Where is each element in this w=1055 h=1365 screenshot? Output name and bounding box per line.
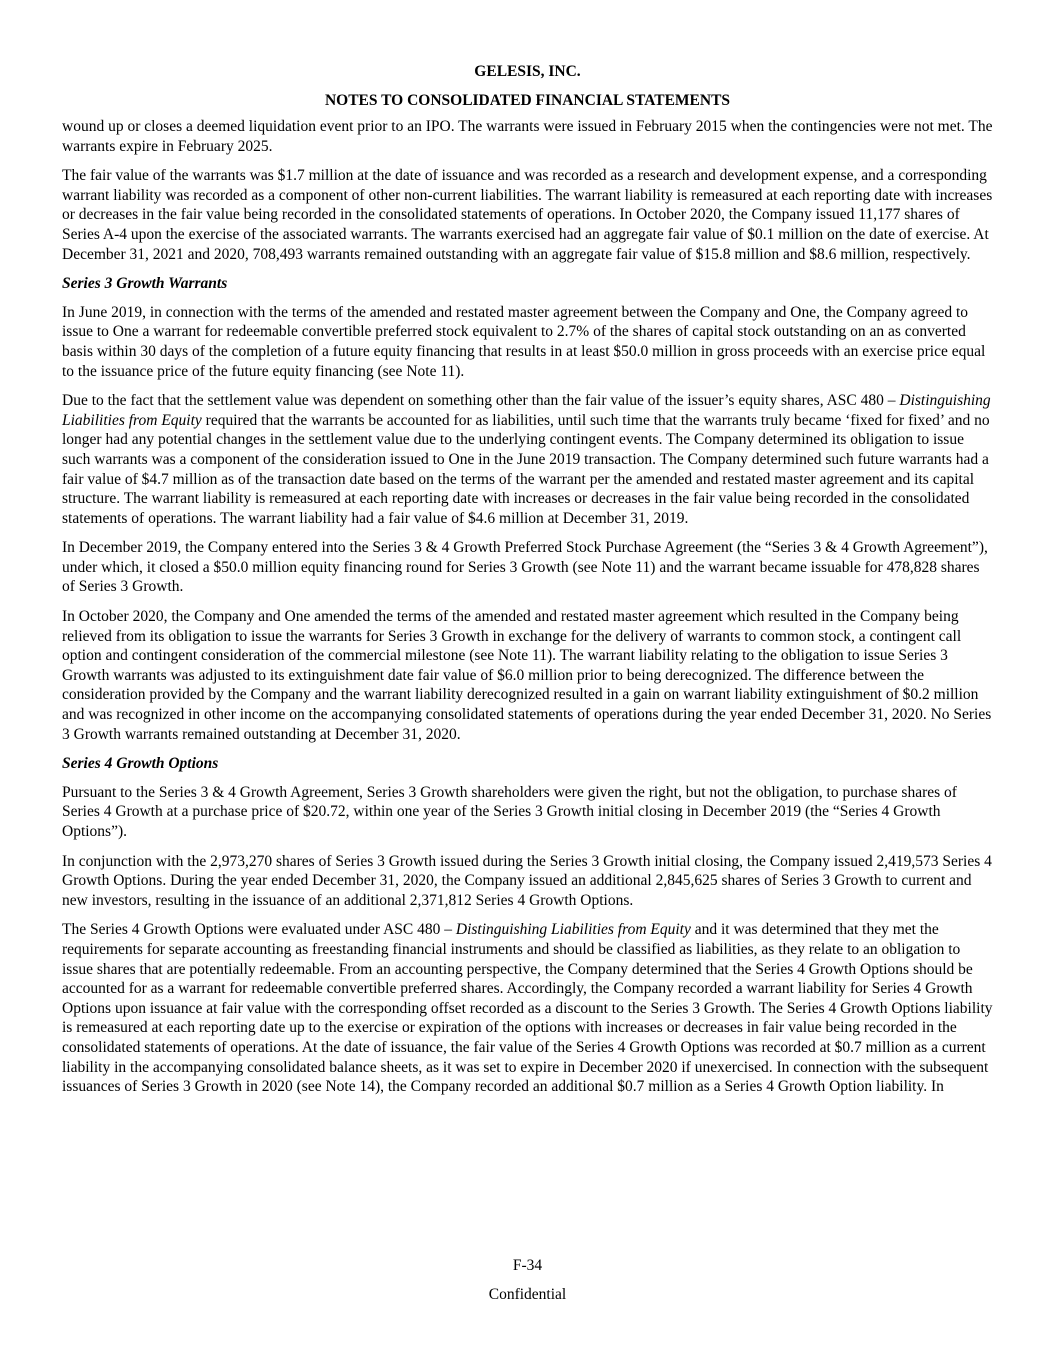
paragraph-series4-evaluation: [62, 920, 993, 1096]
section-heading-series3-warrants: Series 3 Growth Warrants: [62, 275, 228, 293]
document-body: [62, 117, 993, 1097]
paragraph-series4-issuance: In conjunction with the 2,973,270 shares of Series 3 Growth issued during the Series 3 Growth initial closing, the Company issued 2,419,573 Series 4 Growth Options. During the year ended December 31, 2020, the Company issued an additional 2,845,625 shares of Series 3 Growth to current and new investors, resulting in the issuance of an additional 2,371,812 Series 4 Growth Options.: [62, 852, 992, 909]
paragraph-text: and it was determined that they met the requirements for separate accounting as freestanding financial instruments and should be classified as liabilities, as they relate to an obligation to issue shares that are potentially redeemable. From an accounting perspective, the Company determined that the Series 4 Growth Options should be accounted for as a warrant for redeemable convertible preferred shares. Accordingly, the Company recorded a warrant liability for Series 4 Growth Options upon issuance at fair value with the corresponding offset recorded as a discount to the Series 3 Growth. The Series 4 Growth Options liability is remeasured at each reporting date up to the exercise or expiration of the options with increases or decreases in fair value being recorded in the consolidated statements of operations. At the date of issuance, the fair value of the Series 4 Growth Options was recorded at $0.7 million as a current liability in the accompanying consolidated balance sheets, as it was set to expire in December 2020 if unexercised. In connection with the subsequent issuances of Series 3 Growth in 2020 (see Note 14), the Company recorded an additional $0.7 million as a Series 4 Growth Option liability. In: [62, 921, 993, 1096]
paragraph-warrant-fair-value: The fair value of the warrants was $1.7 million at the date of issuance and was recorded as a research and development expense, and a corresponding warrant liability was recorded as a component of other non-current liabilities. The warrant liability is remeasured at each reporting date with increases or decreases in the fair value being recorded in the consolidated statements of operations. In October 2020, the Company issued 11,177 shares of Series A-4 upon the exercise of the associated warrants. The warrants exercised had an aggregate fair value of $0.1 million on the date of exercise. At December 31, 2021 and 2020, 708,493 warrants remained outstanding with an aggregate fair value of $15.8 million and $8.6 million, respectively.: [62, 167, 993, 263]
standard-title: Distinguishing Liabilities from Equity: [455, 921, 691, 939]
confidential-label: Confidential: [488, 1286, 567, 1303]
paragraph-october-2020-amendment: In October 2020, the Company and One amended the terms of the amended and restated master agreement which resulted in the Company being relieved from its obligation to issue the warrants for Series 3 Growth in exchange for the delivery of warrants to common stock, a contingent call option and contingent consideration of the commercial milestone (see Note 11). The warrant liability relating to the obligation to issue Series 3 Growth warrants was adjusted to its extinguishment date fair value of $6.0 million prior to being derecognized. The difference between the consideration provided by the Company and the warrant liability derecognized resulted in a gain on warrant liability extinguishment of $0.2 million and was recognized in other income on the accompanying consolidated statements of operations during the year ended December 31, 2020. No Series 3 Growth warrants remained outstanding at December 31, 2020.: [62, 608, 992, 743]
paragraph-text: required that the warrants be accounted for as liabilities, until such time that the warrants truly became ‘fixed for fixed’ and no longer had any potential changes in the settlement value due to the underlying contingent events. The Company determined its obligation to issue such warrants was a component of the consideration issued to One in the June 2019 transaction. The Company determined such future warrants had a fair value of $4.7 million as of the transaction date based on the terms of the warrant per the amended and restated master agreement and its capital structure. The warrant liability is remeasured at each reporting date with increases or decreases in the fair value being recorded in the consolidated statements of operations. The warrant liability had a fair value of $4.6 million at December 31, 2019.: [62, 411, 990, 527]
company-name: GELESIS, INC.: [474, 63, 581, 80]
page-number: F-34: [512, 1257, 543, 1274]
paragraph-text: Due to the fact that the settlement value was dependent on something other than the fair value of the issuer’s equity shares, ASC 480 –: [62, 392, 900, 410]
document-page: [62, 62, 993, 1107]
paragraph-text: The Series 4 Growth Options were evaluated under ASC 480 –: [62, 921, 456, 939]
paragraph-december-2019-agreement: In December 2019, the Company entered into the Series 3 & 4 Growth Preferred Stock Purchase Agreement (the “Series 3 & 4 Growth Agreement”), under which, it closed a $50.0 million equity financing round for Series 3 Growth (see Note 11) and the warrant became issuable for 478,828 shares of Series 3 Growth.: [62, 539, 988, 596]
paragraph-warrants-continued: wound up or closes a deemed liquidation event prior to an IPO. The warrants were issued in February 2015 when the contingencies were not met. The warrants expire in February 2025.: [62, 118, 993, 155]
paragraph-series4-purchase-right: Pursuant to the Series 3 & 4 Growth Agreement, Series 3 Growth shareholders were given the right, but not the obligation, to purchase shares of Series 4 Growth at a purchase price of $20.72, within one year of the Series 3 Growth initial closing in December 2019 (the “Series 4 Growth Options”).: [62, 783, 957, 840]
paragraph-asc480-warrants: [62, 391, 993, 528]
page-title: NOTES TO CONSOLIDATED FINANCIAL STATEMENTS: [324, 92, 731, 109]
section-heading-series4-options: Series 4 Growth Options: [62, 755, 219, 773]
paragraph-june-2019-agreement: In June 2019, in connection with the terms of the amended and restated master agreement between the Company and One, the Company agreed to issue to One a warrant for redeemable convertible preferred stock equivalent to 2.7% of the shares of capital stock outstanding on an as converted basis within 30 days of the completion of a future equity financing that results in at least $50.0 million in gross proceeds with an exercise price equal to the issuance price of the future equity financing (see Note 11).: [62, 303, 986, 380]
standard-title: Distinguishing Liabilities from Equity: [62, 392, 991, 429]
